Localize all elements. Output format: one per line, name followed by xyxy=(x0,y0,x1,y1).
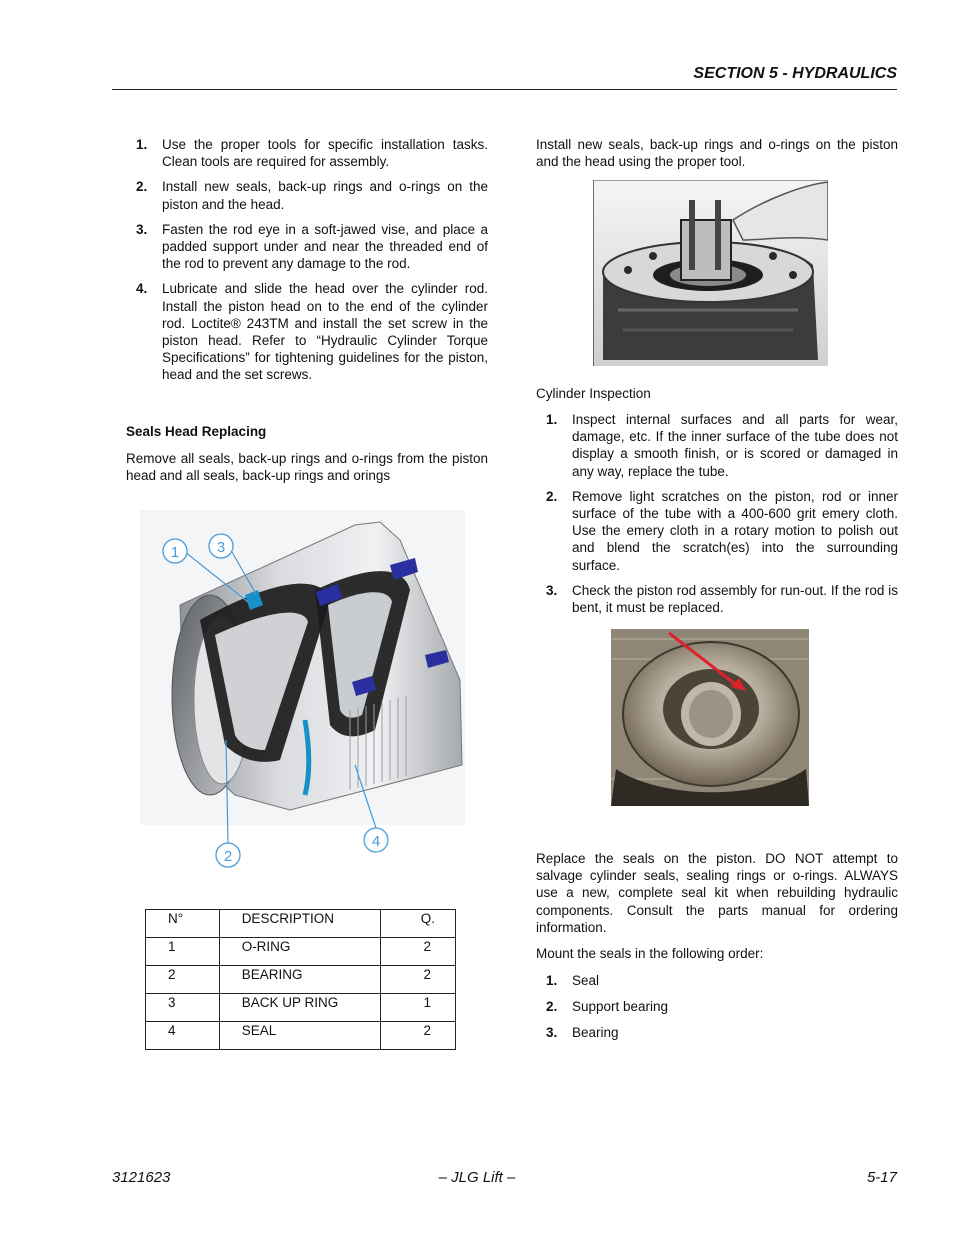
header-rule xyxy=(112,89,897,90)
footer-doc-number: 3121623 xyxy=(112,1169,171,1186)
seals-head-heading: Seals Head Replacing xyxy=(126,424,267,439)
left-step-list xyxy=(126,136,488,392)
callout-label: 1 xyxy=(170,544,180,561)
callout-label: 4 xyxy=(371,833,381,850)
section-title: SECTION 5 - HYDRAULICS xyxy=(693,65,897,82)
table-row: 3 BACK UP RING 1 xyxy=(146,994,456,1022)
replace-seals-paragraph: Replace the seals on the piston. DO NOT attempt to salvage cylinder seals, sealing rings or o-rings. ALWAYS use a new, complete seal kit when rebuilding hydraulic components. Consult the parts manual for ordering information. xyxy=(536,851,898,935)
install-seals-intro: Install new seals, back-up rings and o-rings on the piston and the head using the proper tool. xyxy=(536,137,898,170)
list-item: 1. Use the proper tools for specific installation tasks. Clean tools are required for assembly. xyxy=(136,137,488,170)
mount-step-list xyxy=(536,972,898,1050)
table-row: 1 O-RING 2 xyxy=(146,938,456,966)
list-item: 3. Check the piston rod assembly for run-out. If the rod is bent, it must be replaced. xyxy=(546,582,898,616)
list-item: 2. Remove light scratches on the piston, rod or inner surface of the tube with a 400-600 grit emery cloth. Use the emery cloth in a rotary motion to polish out and blend the scratch(es) into the surrounding surface. xyxy=(546,488,898,573)
piston-photo xyxy=(611,629,809,806)
list-item: 3. Bearing xyxy=(546,1025,619,1041)
list-item: 3. Fasten the rod eye in a soft-jawed vise, and place a padded support under and near the threaded end of the rod to prevent any damage to the rod. xyxy=(136,221,488,272)
seals-head-body: Remove all seals, back-up rings and o-rings from the piston head and all seals, back-up rings and orings xyxy=(126,451,488,484)
seal-assembly-diagram xyxy=(140,510,465,880)
list-item: 1. Inspect internal surfaces and all parts for wear, damage, etc. If the inner surface of the tube does not display a smooth finish, or is scored or damaged in any way, replace the tube. xyxy=(546,412,898,479)
table-header-row: N° DESCRIPTION Q. xyxy=(146,910,456,938)
footer-page-number: 5-17 xyxy=(866,1169,897,1186)
inspection-step-list xyxy=(536,411,898,624)
table-row: 4 SEAL 2 xyxy=(146,1022,456,1050)
callout-label: 2 xyxy=(223,848,233,865)
callout-label: 3 xyxy=(216,539,226,556)
list-item: 2. Install new seals, back-up rings and o-rings on the piston and the head. xyxy=(136,179,488,212)
list-item: 1. Seal xyxy=(546,973,600,988)
seal-tool-photo xyxy=(593,180,828,366)
table-row: 2 BEARING 2 xyxy=(146,966,456,994)
cylinder-inspection-heading: Cylinder Inspection xyxy=(536,386,651,401)
parts-table xyxy=(145,909,456,1050)
footer-center: – JLG Lift – xyxy=(438,1169,516,1186)
list-item: 4. Lubricate and slide the head over the cylinder rod. Install the piston head on to the end of the cylinder rod. Loctite® 243TM and install the set screw in the piston head. Refer to “Hydraulic Cylinder Torque Specifications” for tightening guidelines for the piston, head and the set screws. xyxy=(136,281,488,383)
mount-order-intro: Mount the seals in the following order: xyxy=(536,946,764,961)
list-item: 2. Support bearing xyxy=(546,999,669,1015)
